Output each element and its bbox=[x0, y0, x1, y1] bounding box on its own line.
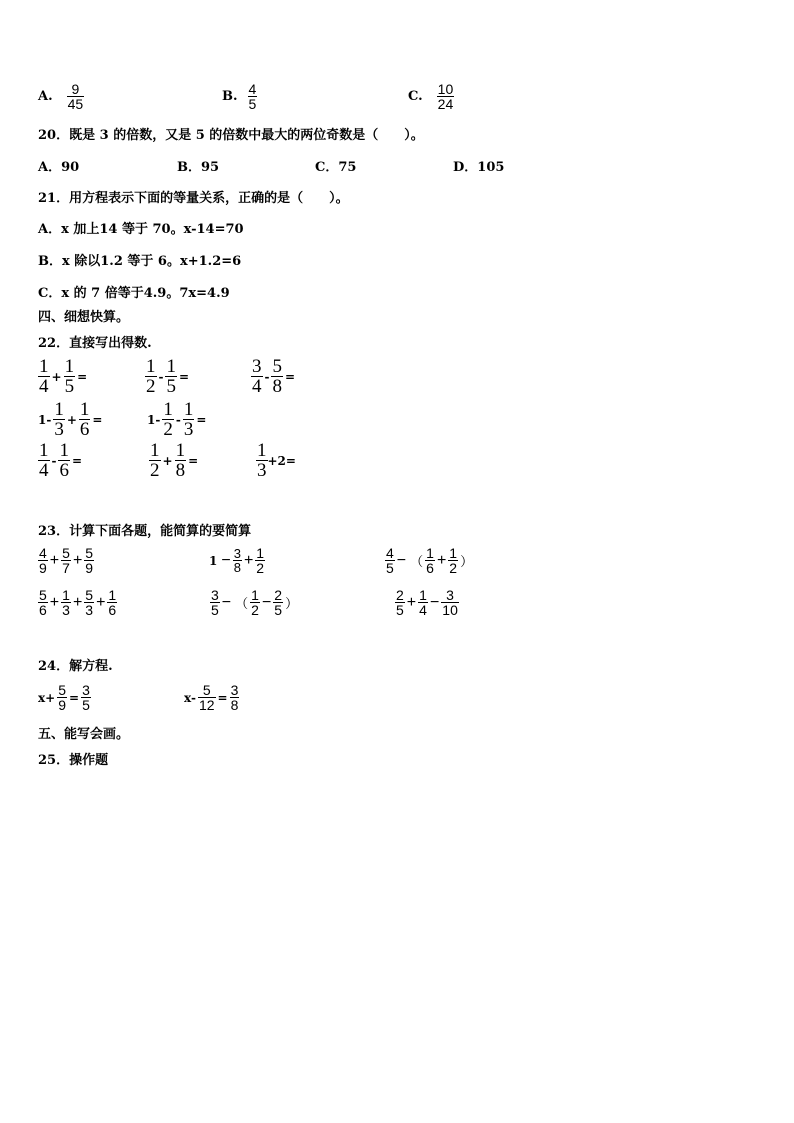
math-operator: x- bbox=[184, 690, 196, 705]
math-operator: = bbox=[71, 453, 83, 468]
fraction-numerator: 1 bbox=[449, 545, 458, 561]
fraction bbox=[273, 588, 283, 617]
fraction-numerator: 1 bbox=[64, 356, 75, 377]
fraction-numerator: 5 bbox=[272, 356, 282, 377]
fraction-denominator: 6 bbox=[426, 560, 434, 576]
math-operator: + bbox=[49, 551, 60, 569]
q19-option-c-fraction bbox=[437, 82, 455, 111]
fraction-numerator: 1 bbox=[39, 356, 49, 377]
fraction bbox=[251, 357, 263, 396]
fraction bbox=[198, 683, 216, 712]
math-operator: + bbox=[49, 593, 60, 611]
math-operator: − bbox=[396, 551, 407, 569]
fraction bbox=[149, 441, 161, 480]
fraction-denominator: 3 bbox=[183, 419, 194, 440]
fraction bbox=[418, 588, 428, 617]
fraction bbox=[58, 441, 70, 480]
fraction bbox=[448, 546, 458, 575]
math-operator: + bbox=[72, 593, 83, 611]
math-operator: − bbox=[221, 593, 232, 611]
q22-expr-4 bbox=[38, 400, 104, 439]
fraction bbox=[38, 546, 48, 575]
fraction-numerator: 1 bbox=[256, 545, 265, 561]
fraction-numerator: 4 bbox=[248, 81, 257, 97]
fraction-denominator: 8 bbox=[233, 560, 241, 575]
fraction-numerator: 1 bbox=[175, 440, 186, 461]
q24-equation-2 bbox=[184, 683, 239, 712]
fraction-numerator: 5 bbox=[202, 682, 211, 698]
math-operator: - bbox=[175, 412, 181, 427]
math-operator: （ bbox=[235, 597, 249, 612]
fraction-denominator: 4 bbox=[39, 460, 49, 481]
q21-option-a: A．x 加上14 等于 70。x-14=70 bbox=[38, 222, 244, 237]
fraction bbox=[38, 441, 50, 480]
q23-expr-5 bbox=[210, 588, 300, 617]
q21-stem: 21．用方程表示下面的等量关系，正确的是（ ）。 bbox=[38, 191, 349, 206]
fraction-numerator: 5 bbox=[85, 587, 94, 603]
fraction-denominator: 8 bbox=[175, 460, 186, 481]
fraction-numerator: 3 bbox=[446, 587, 454, 603]
math-operator: + bbox=[243, 551, 254, 569]
fraction bbox=[250, 588, 260, 617]
q20-stem: 20．既是 3 的倍数，又是 5 的倍数中最大的两位奇数是（ ）。 bbox=[38, 128, 424, 143]
math-operator: = bbox=[77, 369, 88, 384]
fraction-numerator: 1 bbox=[150, 440, 160, 461]
fraction bbox=[165, 357, 177, 396]
fraction bbox=[38, 357, 50, 396]
fraction-numerator: 5 bbox=[62, 545, 70, 561]
fraction bbox=[425, 546, 435, 575]
fraction bbox=[441, 588, 459, 617]
fraction-numerator: 3 bbox=[233, 546, 241, 561]
fraction-denominator: 3 bbox=[257, 460, 267, 481]
math-operator: = bbox=[217, 690, 228, 705]
fraction-denominator: 5 bbox=[166, 376, 176, 397]
fraction-numerator: 1 bbox=[39, 440, 49, 461]
fraction-numerator: 5 bbox=[58, 682, 67, 698]
fraction-denominator: 2 bbox=[449, 560, 458, 576]
fraction-numerator: 1 bbox=[426, 545, 434, 561]
fraction bbox=[256, 441, 268, 480]
fraction-denominator: 5 bbox=[386, 560, 394, 576]
fraction-denominator: 4 bbox=[419, 602, 427, 618]
fraction-numerator: 1 bbox=[166, 356, 176, 377]
math-operator: + bbox=[162, 453, 173, 468]
q21-option-c: C．x 的 7 倍等于4.9。7x=4.9 bbox=[38, 286, 230, 301]
math-operator: = bbox=[188, 453, 199, 468]
fraction-denominator: 3 bbox=[62, 602, 70, 618]
fraction-numerator: 9 bbox=[71, 81, 80, 97]
fraction bbox=[38, 588, 48, 617]
fraction-denominator: 2 bbox=[163, 419, 173, 440]
fraction-numerator: 3 bbox=[82, 682, 90, 698]
fraction-denominator: 6 bbox=[79, 419, 90, 440]
q23-expr-6 bbox=[395, 588, 459, 617]
fraction-denominator: 3 bbox=[85, 602, 94, 618]
math-operator: + bbox=[436, 551, 447, 569]
fraction-numerator: 1 bbox=[108, 587, 117, 603]
fraction-numerator: 1 bbox=[183, 399, 194, 420]
q20-option-b: B．95 bbox=[177, 160, 220, 175]
fraction-numerator: 1 bbox=[79, 399, 90, 420]
fraction bbox=[84, 546, 94, 575]
fraction-denominator: 2 bbox=[251, 602, 259, 618]
math-operator: + bbox=[66, 412, 77, 427]
q25-stem: 25．操作题 bbox=[38, 753, 109, 768]
fraction-numerator: 4 bbox=[386, 545, 394, 561]
q19-option-b bbox=[222, 82, 257, 111]
fraction-numerator: 1 bbox=[257, 440, 267, 461]
fraction bbox=[57, 683, 67, 712]
q19-option-c bbox=[408, 82, 454, 111]
fraction-denominator: 10 bbox=[442, 602, 458, 618]
fraction bbox=[84, 588, 94, 617]
math-operator: + bbox=[72, 551, 83, 569]
q22-expr-2 bbox=[145, 357, 191, 396]
math-operator: 1- bbox=[147, 412, 161, 427]
fraction-numerator: 2 bbox=[274, 587, 283, 603]
q19-options bbox=[38, 82, 84, 111]
fraction-denominator: 6 bbox=[108, 602, 117, 618]
fraction-denominator: 24 bbox=[437, 96, 454, 112]
fraction-denominator: 6 bbox=[59, 460, 69, 481]
fraction bbox=[61, 588, 71, 617]
q23-expr-2 bbox=[209, 546, 265, 575]
fraction-denominator: 7 bbox=[62, 560, 70, 576]
math-operator: 1- bbox=[38, 412, 52, 427]
fraction-numerator: 1 bbox=[419, 587, 427, 603]
fraction-numerator: 3 bbox=[211, 587, 219, 603]
q22-expr-5 bbox=[147, 400, 208, 439]
q19-option-a-label: A. bbox=[38, 89, 53, 104]
fraction-denominator: 5 bbox=[211, 602, 219, 618]
math-operator: + bbox=[406, 593, 417, 611]
q20-option-c: C．75 bbox=[315, 160, 357, 175]
q23-expr-4 bbox=[38, 588, 117, 617]
math-operator: 1 bbox=[209, 553, 218, 568]
math-operator: + bbox=[51, 369, 62, 384]
fraction bbox=[107, 588, 117, 617]
fraction-denominator: 45 bbox=[67, 96, 84, 112]
math-operator: = bbox=[284, 369, 296, 384]
fraction bbox=[230, 683, 240, 712]
fraction-denominator: 8 bbox=[230, 697, 239, 713]
math-operator: （ bbox=[410, 555, 424, 570]
fraction bbox=[385, 546, 395, 575]
fraction-numerator: 5 bbox=[85, 545, 94, 561]
math-operator: - bbox=[158, 369, 164, 384]
fraction bbox=[64, 357, 76, 396]
math-operator: = bbox=[92, 412, 103, 427]
q23-stem: 23．计算下面各题，能简算的要简算 bbox=[38, 524, 252, 539]
fraction bbox=[255, 546, 265, 575]
math-operator: x+ bbox=[38, 690, 56, 705]
fraction-denominator: 9 bbox=[39, 560, 47, 576]
math-operator: ） bbox=[285, 597, 299, 612]
fraction-denominator: 6 bbox=[39, 602, 47, 618]
fraction bbox=[271, 357, 283, 396]
fraction bbox=[210, 588, 220, 617]
fraction bbox=[79, 400, 91, 439]
q23-expr-1 bbox=[38, 546, 94, 575]
q21-option-b: B．x 除以1.2 等于 6。x+1.2=6 bbox=[38, 254, 242, 269]
fraction bbox=[395, 588, 405, 617]
fraction-numerator: 3 bbox=[230, 682, 239, 698]
q22-stem: 22．直接写出得数. bbox=[38, 336, 152, 351]
fraction-denominator: 9 bbox=[58, 697, 67, 713]
fraction-denominator: 2 bbox=[256, 560, 265, 576]
fraction-numerator: 1 bbox=[54, 399, 64, 420]
fraction-numerator: 4 bbox=[39, 545, 47, 561]
math-operator: ） bbox=[460, 555, 474, 570]
fraction-denominator: 5 bbox=[248, 96, 257, 112]
fraction-denominator: 5 bbox=[64, 376, 75, 397]
math-operator: - bbox=[264, 369, 270, 384]
fraction-denominator: 4 bbox=[252, 376, 262, 397]
fraction bbox=[183, 400, 195, 439]
q22-expr-7 bbox=[149, 441, 200, 480]
section5-title: 五、能写会画。 bbox=[38, 727, 130, 742]
math-operator: − bbox=[261, 593, 272, 611]
fraction-denominator: 8 bbox=[272, 376, 282, 397]
q22-expr-1 bbox=[38, 357, 89, 396]
q19-option-c-label: C. bbox=[408, 89, 423, 104]
fraction-denominator: 4 bbox=[39, 376, 49, 397]
fraction bbox=[175, 441, 187, 480]
fraction-denominator: 3 bbox=[54, 419, 64, 440]
fraction-denominator: 5 bbox=[396, 602, 404, 618]
fraction-denominator: 9 bbox=[85, 560, 94, 576]
fraction-denominator: 12 bbox=[198, 697, 215, 713]
math-operator: − bbox=[221, 551, 231, 569]
math-operator: = bbox=[196, 412, 207, 427]
fraction bbox=[53, 400, 65, 439]
fraction bbox=[162, 400, 174, 439]
q20-option-a: A．90 bbox=[38, 160, 80, 175]
q22-expr-6 bbox=[38, 441, 84, 480]
fraction bbox=[81, 683, 91, 712]
fraction bbox=[233, 547, 242, 574]
fraction-numerator: 1 bbox=[251, 587, 259, 603]
fraction-numerator: 3 bbox=[252, 356, 262, 377]
q22-expr-3 bbox=[251, 357, 297, 396]
fraction-numerator: 10 bbox=[437, 81, 454, 97]
fraction bbox=[145, 357, 157, 396]
section4-title: 四、细想快算。 bbox=[38, 310, 130, 325]
q24-equation-1 bbox=[38, 683, 91, 712]
fraction-denominator: 5 bbox=[274, 602, 283, 618]
q23-expr-3 bbox=[385, 546, 475, 575]
math-operator: - bbox=[51, 453, 57, 468]
fraction bbox=[61, 546, 71, 575]
q22-expr-8 bbox=[256, 441, 298, 480]
math-operator: − bbox=[429, 593, 440, 611]
q20-option-d: D．105 bbox=[453, 160, 505, 175]
fraction-numerator: 1 bbox=[62, 587, 70, 603]
q19-option-a-fraction bbox=[67, 82, 85, 111]
math-operator: = bbox=[69, 690, 80, 705]
math-operator: = bbox=[178, 369, 190, 384]
q19-option-b-fraction bbox=[248, 82, 258, 111]
fraction-numerator: 2 bbox=[396, 587, 404, 603]
q24-stem: 24．解方程. bbox=[38, 659, 113, 674]
math-operator: + bbox=[96, 593, 106, 611]
fraction-denominator: 5 bbox=[82, 697, 90, 713]
fraction-numerator: 5 bbox=[39, 587, 47, 603]
fraction-denominator: 2 bbox=[150, 460, 160, 481]
fraction-numerator: 1 bbox=[146, 356, 156, 377]
fraction-denominator: 2 bbox=[146, 376, 156, 397]
fraction-numerator: 1 bbox=[59, 440, 69, 461]
q19-option-b-label: B. bbox=[222, 89, 238, 104]
fraction-numerator: 1 bbox=[163, 399, 173, 420]
math-operator: +2= bbox=[267, 453, 296, 468]
